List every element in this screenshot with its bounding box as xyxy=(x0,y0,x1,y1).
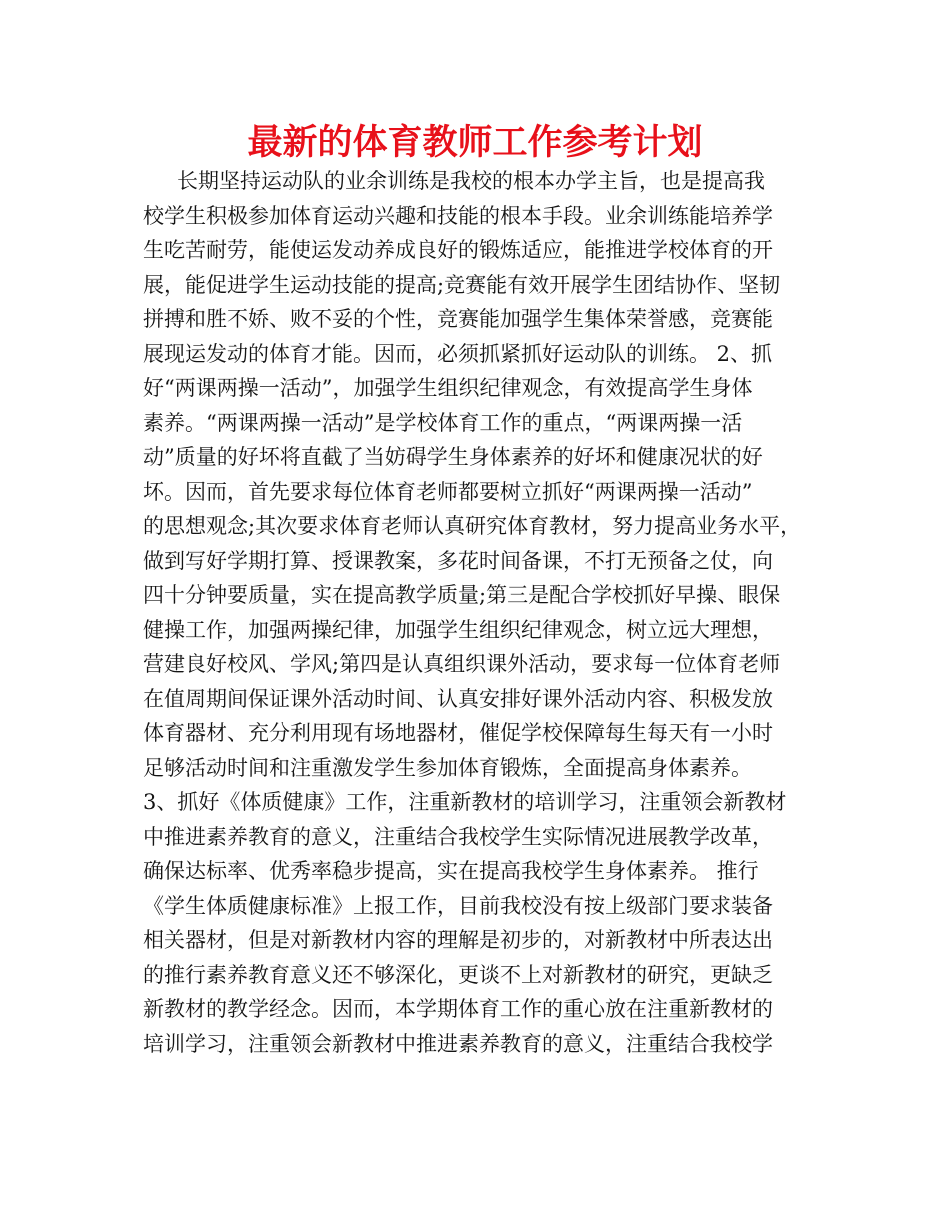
document-body xyxy=(143,164,823,1061)
body-line: 长期坚持运动队的业余训练是我校的根本办学主旨，也是提高我 xyxy=(177,169,765,193)
body-line: 做到写好学期打算、授课教案，多花时间备课，不打无预备之仗，向 xyxy=(143,548,773,573)
body-line: 好“两课两操一活动”，加强学生组织纪律观念，有效提高学生身体 xyxy=(143,376,753,400)
body-line: 校学生积极参加体育运动兴趣和技能的根本手段。业余训练能培养学 xyxy=(143,203,773,228)
body-line: 展现运发动的体育才能。因而，必须抓紧抓好运动队的训练。 2、抓 xyxy=(143,341,773,366)
body-line: 素养。“两课两操一活动”是学校体育工作的重点，“两课两操一活 xyxy=(143,410,743,435)
body-line: 生吃苦耐劳，能使运发动养成良好的锻炼适应，能推进学校体育的开 xyxy=(143,238,773,262)
body-line: 新教材的教学经念。因而，本学期体育工作的重心放在注重新教材的 xyxy=(143,997,773,1021)
body-line: 中推进素养教育的意义，注重结合我校学生实际情况进展教学改革， xyxy=(143,824,773,849)
document-title: 最新的体育教师工作参考计划 xyxy=(247,123,703,163)
body-line: 确保达标率、优秀率稳步提高，实在提高我校学生身体素养。 推行 xyxy=(143,859,759,883)
body-line: 展，能促进学生运动技能的提高;竞赛能有效开展学生团结协作、坚韧 xyxy=(143,272,781,297)
body-line: 健操工作，加强两操纪律，加强学生组织纪律观念，树立远大理想， xyxy=(143,617,773,642)
body-line: 3、抓好《体质健康》工作，注重新教材的培训学习，注重领会新教材 xyxy=(143,790,787,814)
body-line: 四十分钟要质量，实在提高教学质量;第三是配合学校抓好早操、眼保 xyxy=(143,583,781,607)
body-line: 的推行素养教育意义还不够深化，更谈不上对新教材的研究，更缺乏 xyxy=(143,962,773,987)
body-line: 动”质量的好坏将直截了当妨碍学生身体素养的好坏和健康况状的好 xyxy=(143,445,763,469)
body-line: 体育器材、充分利用现有场地器材，催促学校保障每生每天有一小时 xyxy=(143,721,773,745)
body-line: 培训学习，注重领会新教材中推进素养教育的意义，注重结合我校学 xyxy=(143,1031,773,1056)
body-line: 营建良好校风、学风;第四是认真组织课外活动，要求每一位体育老师 xyxy=(143,652,781,676)
body-line: 相关器材，但是对新教材内容的理解是初步的，对新教材中所表达出 xyxy=(143,928,773,952)
body-line: 足够活动时间和注重激发学生参加体育锻炼，全面提高身体素养。 xyxy=(143,755,752,780)
body-line: 在值周期间保证课外活动时间、认真安排好课外活动内容、积极发放 xyxy=(143,686,773,711)
body-line: 坏。因而，首先要求每位体育老师都要树立抓好“两课两操一活动” xyxy=(143,479,753,504)
body-line: 拼搏和胜不娇、败不妥的个性，竞赛能加强学生集体荣誉感，竞赛能 xyxy=(143,307,773,331)
body-line: 的思想观念;其次要求体育老师认真研究体育教材，努力提高业务水平， xyxy=(143,514,802,538)
body-line: 《学生体质健康标准》上报工作，目前我校没有按上级部门要求装备 xyxy=(143,893,773,918)
